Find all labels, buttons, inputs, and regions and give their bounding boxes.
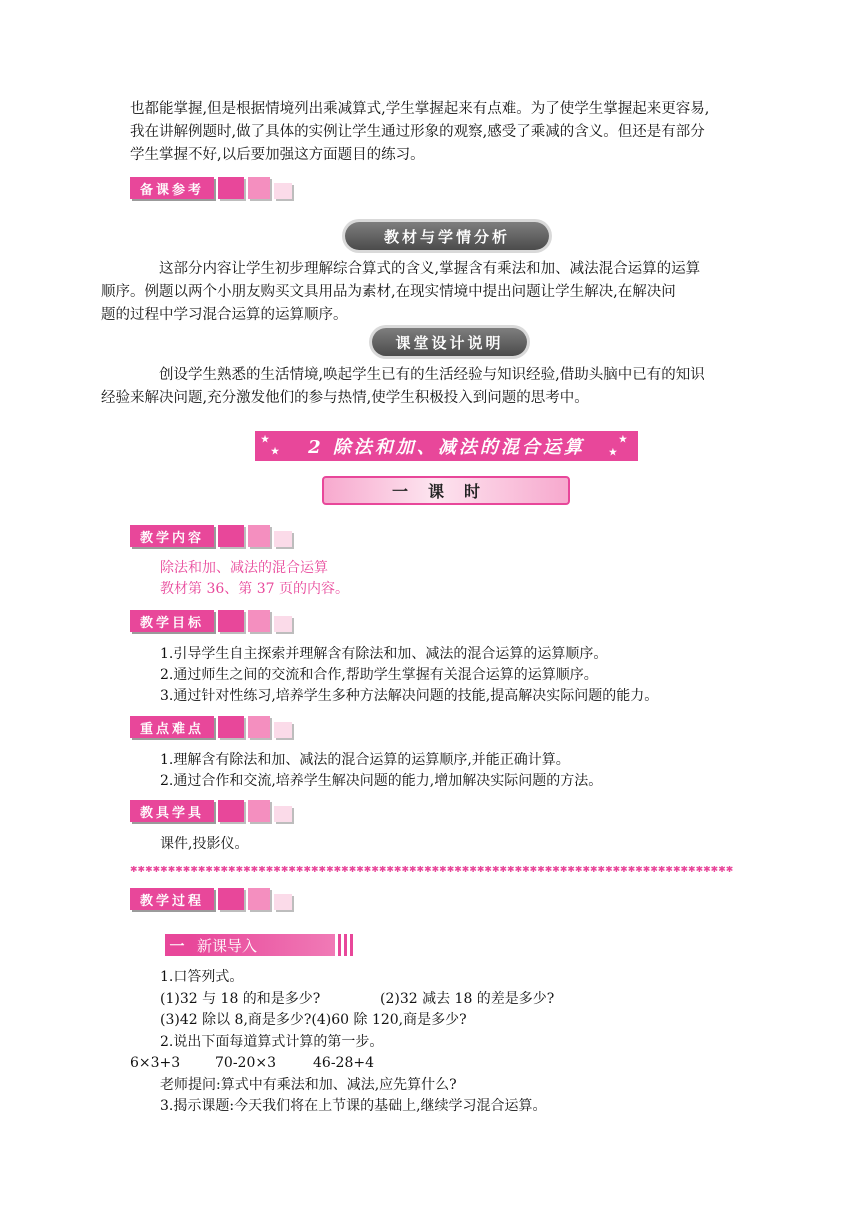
star-icon: ★ (618, 435, 630, 445)
decor-square (218, 716, 244, 738)
decor-square (218, 800, 244, 822)
text-line: 教材第 36、第 37 页的内容。 (160, 581, 349, 597)
expression: 70-20×3 (215, 1055, 276, 1071)
text-line: 2.通过合作和交流,培养学生解决问题的能力,增加解决实际问题的方法。 (160, 773, 603, 789)
content-text (160, 558, 772, 600)
import-header (165, 934, 353, 956)
text-line: 2.通过师生之间的交流和合作,帮助学生掌握有关混合运算的运算顺序。 (160, 667, 598, 683)
analysis-banner: 教材与学情分析 (345, 222, 549, 250)
design-paragraph (101, 364, 742, 410)
decor-square (218, 610, 244, 632)
section-header-tools (130, 800, 292, 822)
decor-square (274, 616, 292, 632)
star-divider: ✱✱✱✱✱✱✱✱✱✱✱✱✱✱✱✱✱✱✱✱✱✱✱✱✱✱✱✱✱✱✱✱✱✱✱✱✱✱✱✱✱✱✱✱✱✱✱✱✱✱✱✱✱✱✱✱✱✱✱✱✱✱✱✱✱✱✱✱✱✱✱✱✱✱✱✱✱✱✱✱ (130, 866, 734, 874)
key-text (160, 750, 772, 792)
decor-stripe (350, 934, 353, 956)
question: (1)32 与 18 的和是多少? (160, 990, 321, 1007)
decor-square (248, 610, 270, 632)
analysis-paragraph (101, 258, 742, 327)
decor-square (248, 716, 270, 738)
decor-square (274, 806, 292, 822)
text-line (130, 1053, 772, 1075)
lesson-title: 2 除法和加、减法的混合运算 (308, 437, 585, 458)
section-label: 重点难点 (130, 716, 214, 738)
decor-stripe (344, 934, 347, 956)
expression: 46-28+4 (313, 1055, 374, 1071)
section-label: 教学目标 (130, 610, 214, 632)
decor-square (274, 722, 292, 738)
text-line: 1.理解含有除法和加、减法的混合运算的运算顺序,并能正确计算。 (160, 752, 570, 768)
decor-square (218, 525, 244, 547)
question: (2)32 减去 18 的差是多少? (380, 990, 555, 1007)
period-box: 一课时 (322, 476, 570, 505)
text-line: 老师提问:算式中有乘法和加、减法,应先算什么? (160, 1076, 457, 1093)
decor-square (274, 183, 292, 199)
text-line: 题的过程中学习混合运算的运算顺序。 (101, 307, 348, 323)
expression: 6×3+3 (130, 1055, 181, 1071)
section-label: 教具学具 (130, 800, 214, 822)
text-line: 创设学生熟悉的生活情境,唤起学生已有的生活经验与知识经验,借助头脑中已有的知识 (159, 367, 705, 383)
text-line: 3.揭示课题:今天我们将在上节课的基础上,继续学习混合运算。 (160, 1098, 547, 1114)
process-text (130, 967, 772, 1118)
text-line: 1.引导学生自主探索并理解含有除法和加、减法的混合运算的运算顺序。 (160, 646, 608, 662)
section-label: 教学内容 (130, 525, 214, 547)
star-icon: ★ (608, 448, 620, 458)
design-banner: 课堂设计说明 (372, 328, 527, 356)
section-header-key (130, 716, 292, 738)
star-icon: ★ (261, 435, 273, 445)
tools-text: 课件,投影仪。 (160, 836, 249, 852)
text-line: 顺序。例题以两个小朋友购买文具用品为素材,在现实情境中提出问题让学生解决,在解决问 (101, 284, 676, 300)
decor-square (248, 525, 270, 547)
decor-square (248, 888, 270, 910)
intro-paragraph (130, 98, 742, 167)
star-icon: ★ (271, 447, 283, 457)
section-header-goals (130, 610, 292, 632)
section-header-content (130, 525, 292, 547)
text-line: 这部分内容让学生初步理解综合算式的含义,掌握含有乘法和加、减法混合运算的运算 (159, 261, 701, 277)
text-line: 3.通过针对性练习,培养学生多种方法解决问题的技能,提高解决实际问题的能力。 (160, 688, 659, 704)
text-line: 经验来解决问题,充分激发他们的参与热情,使学生积极投入到问题的思考中。 (101, 390, 589, 406)
section-header-prep (130, 177, 292, 199)
decor-square (218, 177, 244, 199)
decor-square (274, 531, 292, 547)
text-line (160, 989, 772, 1011)
goals-text (160, 644, 772, 707)
lesson-title-banner (255, 431, 638, 461)
decor-stripe (338, 934, 341, 956)
text-line: 2.说出下面每道算式计算的第一步。 (160, 1033, 384, 1050)
text-line: (3)42 除以 8,商是多少?(4)60 除 120,商是多少? (160, 1012, 467, 1028)
text-line: 我在讲解例题时,做了具体的实例让学生通过形象的观察,感受了乘减的含义。但还是有部分 (130, 124, 705, 140)
text-line: 学生掌握不好,以后要加强这方面题目的练习。 (130, 147, 425, 163)
section-header-process (130, 888, 292, 910)
section-label: 教学过程 (130, 888, 214, 910)
decor-square (218, 888, 244, 910)
section-label: 备课参考 (130, 177, 214, 199)
decor-square (274, 894, 292, 910)
decor-square (248, 800, 270, 822)
text-line: 1.口答列式。 (160, 969, 244, 985)
text-line: 除法和加、减法的混合运算 (160, 560, 328, 576)
import-number: 一 (165, 934, 189, 956)
text-line: 也都能掌握,但是根据情境列出乘减算式,学生掌握起来有点难。为了使学生掌握起来更容易, (130, 101, 710, 117)
import-label: 新课导入 (189, 934, 335, 956)
decor-square (248, 177, 270, 199)
